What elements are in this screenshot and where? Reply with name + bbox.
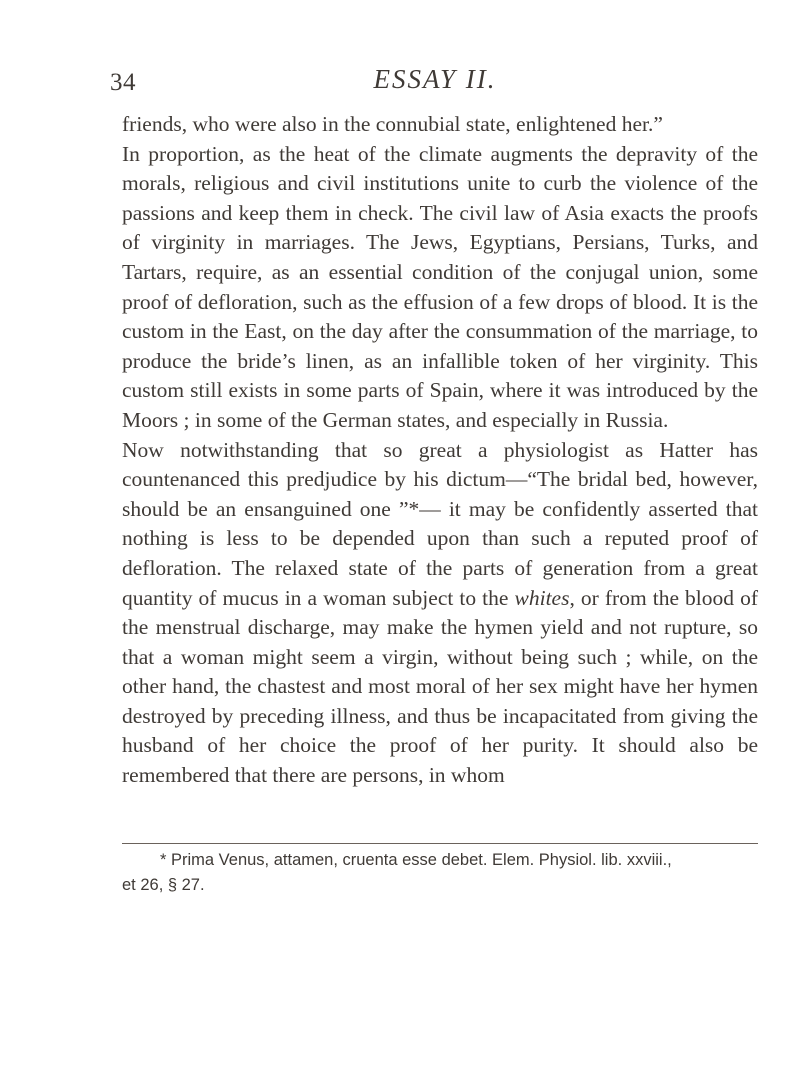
page-header [110, 64, 760, 104]
paragraph-1: friends, who were also in the connubial state, enlightened her.” [122, 112, 663, 136]
footnote-line-2: et 26, § 27. [122, 876, 205, 894]
page-number: 34 [110, 69, 136, 96]
paragraph-3-text-b: , or from the blood of the menstrual discharge, may make the hymen yield and not rupture, so that a woman might seem a virgin, without being such ; while, on the other hand, the chastest and most moral of her sex might have her hymen destroyed by preceding illness, and thus be incapacitated from giving the husband of her choice the proof of her purity. It should also be remembered that there are persons, in whom [122, 585, 759, 788]
italic-term: whites [514, 585, 570, 610]
body-text [122, 110, 758, 791]
paragraph-3-text-a: Now notwithstanding that so great a physiologist as Hatter has countenanced this predjudice by his dictum—“The bridal bed, however, should be an ensanguined one ”*— it may be confidently asserted that nothing is less to be depended upon than such a reputed proof of defloration. The relaxed state of the parts of generation from a great quantity of mucus in a woman subject to the [122, 437, 758, 610]
footnote [122, 848, 758, 898]
paragraph-3 [122, 436, 758, 791]
footnote-line-1: * Prima Venus, attamen, cruenta esse debet. Elem. Physiol. lib. xxviii., [160, 851, 672, 869]
footnote-rule [122, 843, 758, 844]
running-head: ESSAY II. [373, 64, 497, 94]
paragraph-2: In proportion, as the heat of the climate augments the depravity of the morals, religious and civil institutions unite to curb the violence of the passions and keep them in check. The civil law of Asia exacts the proofs of virginity in marriages. The Jews, Egyptians, Persians, Turks, and Tartars, require, as an essential condition of the conjugal union, some proof of defloration, such as the effusion of a few drops of blood. It is the custom in the East, on the day after the consummation of the marriage, to produce the bride’s linen, as an infallible token of her virginity. This custom still exists in some parts of Spain, where it was introduced by the Moors ; in some of the German states, and especially in Russia. [122, 141, 758, 432]
